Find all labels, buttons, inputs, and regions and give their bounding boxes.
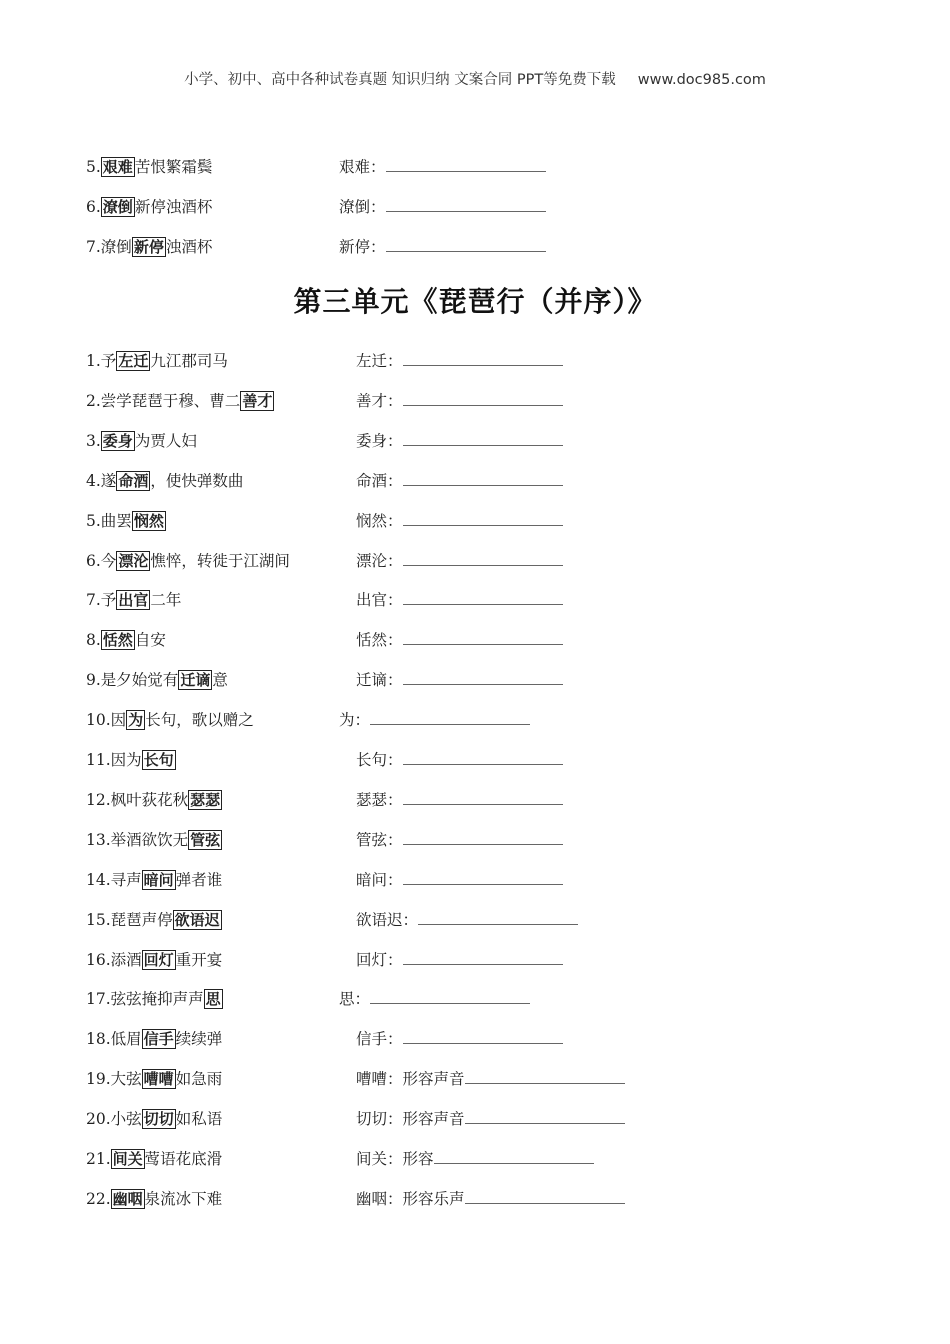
sentence-before: 小弦 <box>110 1110 142 1129</box>
answer-blank[interactable] <box>403 668 563 685</box>
answer-blank[interactable] <box>386 155 546 172</box>
exercise-item <box>86 908 886 932</box>
exercise-item <box>86 509 886 533</box>
sentence-before: 琵琶声停 <box>110 910 173 929</box>
exercise-item <box>86 1027 886 1051</box>
keyword-box: 瑟瑟 <box>190 790 221 809</box>
answer-area <box>356 429 563 453</box>
exercise-item <box>86 235 886 259</box>
answer-label: 出官： <box>356 591 403 610</box>
page-header <box>0 68 950 89</box>
item-number: 19. <box>86 1070 111 1089</box>
keyword-box: 出官 <box>118 591 149 610</box>
item-number: 13. <box>86 830 111 849</box>
answer-area <box>356 908 578 932</box>
keyword-box: 为 <box>128 711 144 730</box>
sentence-after: 泉流冰下难 <box>144 1189 223 1208</box>
exercise-question <box>86 908 222 932</box>
exercise-question <box>86 1187 222 1211</box>
answer-blank[interactable] <box>465 1107 625 1124</box>
item-number: 5. <box>86 158 101 176</box>
sentence-before: 因 <box>110 711 127 730</box>
exercise-item <box>86 1187 886 1211</box>
item-number: 12. <box>86 790 111 809</box>
answer-hint: 形容乐声 <box>402 1189 465 1208</box>
answer-hint: 形容声音 <box>402 1110 465 1129</box>
sentence-before: 寻声 <box>110 870 142 889</box>
answer-label: 欲语迟： <box>356 910 419 929</box>
item-number: 20. <box>86 1110 111 1129</box>
sentence-before: 添酒 <box>110 950 142 969</box>
answer-label: 悯然： <box>356 511 403 530</box>
exercise-question <box>86 469 243 493</box>
item-number: 17. <box>86 990 111 1009</box>
answer-blank[interactable] <box>386 235 546 252</box>
header-site: www.doc985.com <box>637 72 766 88</box>
item-number: 8. <box>86 631 101 650</box>
exercise-question <box>86 788 222 812</box>
sentence-after: 新停浊酒杯 <box>134 198 213 216</box>
answer-label: 切切： <box>356 1110 403 1129</box>
answer-label: 潦倒： <box>339 198 386 216</box>
header-text: 小学、初中、高中各种试卷真题 知识归纳 文案合同 PPT等免费下载 <box>184 72 616 88</box>
exercise-item <box>86 195 886 219</box>
sentence-after: 弹者谁 <box>175 870 223 889</box>
answer-hint: 形容声音 <box>402 1070 465 1089</box>
answer-label: 左迁： <box>356 352 403 370</box>
answer-area <box>339 235 546 259</box>
keyword-box: 新停 <box>133 238 164 256</box>
answer-blank[interactable] <box>434 1147 594 1164</box>
sentence-before: 今 <box>100 551 117 570</box>
keyword-box: 间关 <box>112 1150 143 1168</box>
answer-label: 幽咽： <box>356 1189 403 1208</box>
answer-area <box>356 788 563 812</box>
exercise-question <box>86 349 228 373</box>
answer-blank[interactable] <box>465 1187 625 1204</box>
keyword-box: 回灯 <box>143 950 174 969</box>
item-number: 15. <box>86 910 111 929</box>
answer-area <box>339 708 530 732</box>
sentence-after: 意 <box>212 671 228 690</box>
exercise-item <box>86 748 886 772</box>
item-number: 2. <box>86 391 101 410</box>
exercise-question <box>86 948 222 972</box>
keyword-box: 命酒 <box>118 471 149 490</box>
sentence-before: 因为 <box>110 751 142 769</box>
sentence-before: 举酒欲饮无 <box>110 830 189 849</box>
answer-label: 回灯： <box>356 950 403 969</box>
answer-label: 为： <box>339 711 371 730</box>
exercise-item <box>86 1107 886 1131</box>
item-number: 1. <box>86 352 101 370</box>
answer-blank[interactable] <box>403 469 563 486</box>
unit-title: 第三单元《琵琶行（并序）》 <box>293 285 657 318</box>
exercise-question <box>86 549 290 573</box>
answer-area <box>356 549 563 573</box>
sentence-before: 曲罢 <box>100 511 132 530</box>
exercise-item <box>86 389 886 413</box>
keyword-box: 欲语迟 <box>174 910 220 929</box>
answer-blank[interactable] <box>370 708 530 725</box>
answer-label: 暗问： <box>356 870 403 889</box>
item-number: 21. <box>86 1150 111 1168</box>
answer-blank[interactable] <box>370 987 530 1004</box>
sentence-after: 如私语 <box>175 1110 223 1129</box>
answer-area <box>339 987 530 1011</box>
answer-label: 迁谪： <box>356 671 403 690</box>
exercise-item <box>86 788 886 812</box>
answer-area <box>356 828 563 852</box>
keyword-box: 信手 <box>143 1030 174 1049</box>
answer-area <box>339 195 546 219</box>
sentence-after: 长句，歌以赠之 <box>145 711 254 730</box>
answer-area <box>356 1027 563 1051</box>
answer-blank[interactable] <box>403 389 563 406</box>
exercise-question <box>86 155 212 179</box>
item-number: 11. <box>86 751 111 769</box>
exercise-item <box>86 668 886 692</box>
exercise-item <box>86 469 886 493</box>
exercise-question <box>86 668 228 692</box>
sentence-after: 为贾人妇 <box>134 431 197 450</box>
answer-label: 间关： <box>356 1150 403 1168</box>
answer-label: 信手： <box>356 1030 403 1049</box>
answer-blank[interactable] <box>386 195 546 212</box>
answer-blank[interactable] <box>403 509 563 526</box>
sentence-before: 予 <box>100 591 117 610</box>
keyword-box: 潦倒 <box>102 198 133 216</box>
answer-blank[interactable] <box>403 748 563 765</box>
keyword-box: 漂沦 <box>118 551 149 570</box>
exercise-item <box>86 828 886 852</box>
exercise-question <box>86 748 176 772</box>
item-number: 6. <box>86 198 101 216</box>
item-number: 22. <box>86 1189 111 1208</box>
sentence-after: 如急雨 <box>175 1070 223 1089</box>
answer-area <box>356 469 563 493</box>
answer-label: 瑟瑟： <box>356 790 403 809</box>
keyword-box: 切切 <box>143 1110 174 1129</box>
exercise-item <box>86 708 886 732</box>
exercise-question <box>86 429 197 453</box>
keyword-box: 迁谪 <box>180 671 211 690</box>
exercise-question <box>86 588 181 612</box>
sentence-before: 遂 <box>100 471 117 490</box>
answer-blank[interactable] <box>403 948 563 965</box>
answer-blank[interactable] <box>403 788 563 805</box>
sentence-before: 低眉 <box>110 1030 142 1049</box>
exercise-question <box>86 987 223 1011</box>
answer-label: 委身： <box>356 431 403 450</box>
item-number: 16. <box>86 950 111 969</box>
exercise-item <box>86 349 886 373</box>
answer-area <box>356 588 563 612</box>
sentence-before: 予 <box>100 352 117 370</box>
exercise-question <box>86 1147 222 1171</box>
item-number: 6. <box>86 551 101 570</box>
exercise-question <box>86 828 222 852</box>
keyword-box: 管弦 <box>190 830 221 849</box>
exercise-item <box>86 549 886 573</box>
answer-label: 管弦： <box>356 830 403 849</box>
answer-area <box>356 1187 625 1211</box>
exercise-question <box>86 708 254 732</box>
answer-label: 长句： <box>356 751 403 769</box>
item-number: 4. <box>86 471 101 490</box>
sentence-after: 苦恨繁霜鬓 <box>134 158 213 176</box>
exercise-question <box>86 509 166 533</box>
sentence-before: 枫叶荻花秋 <box>110 790 189 809</box>
keyword-box: 善才 <box>242 391 273 410</box>
item-number: 14. <box>86 870 111 889</box>
answer-hint: 形容 <box>402 1150 434 1168</box>
exercise-item <box>86 155 886 179</box>
answer-area <box>356 628 563 652</box>
exercise-item <box>86 868 886 892</box>
answer-blank[interactable] <box>403 1027 563 1044</box>
answer-area <box>356 1067 625 1091</box>
answer-blank[interactable] <box>418 908 578 925</box>
exercise-question <box>86 868 222 892</box>
sentence-after: 憔悴，转徙于江湖间 <box>150 551 290 570</box>
exercise-item <box>86 1067 886 1091</box>
keyword-box: 长句 <box>143 751 174 769</box>
answer-area <box>356 748 563 772</box>
sentence-before: 尝学琵琶于穆、曹二 <box>100 391 241 410</box>
exercise-item <box>86 588 886 612</box>
sentence-after: 续续弹 <box>175 1030 223 1049</box>
sentence-after: 九江郡司马 <box>150 352 228 370</box>
answer-area <box>356 1147 594 1171</box>
sentence-after: 自安 <box>134 631 166 650</box>
exercise-question <box>86 195 212 219</box>
item-number: 7. <box>86 591 101 610</box>
exercise-question <box>86 1027 222 1051</box>
item-number: 18. <box>86 1030 111 1049</box>
answer-area <box>356 349 563 373</box>
exercise-item <box>86 948 886 972</box>
exercise-question <box>86 1067 222 1091</box>
item-number: 5. <box>86 511 101 530</box>
answer-area <box>356 868 563 892</box>
keyword-box: 艰难 <box>102 158 133 176</box>
sentence-after: 重开宴 <box>175 950 223 969</box>
exercise-item <box>86 987 886 1011</box>
exercise-question <box>86 389 274 413</box>
sentence-after: ，使快弹数曲 <box>150 471 244 490</box>
item-number: 10. <box>86 711 111 730</box>
exercise-item <box>86 1147 886 1171</box>
answer-label: 新停： <box>339 238 386 256</box>
answer-label: 恬然： <box>356 631 403 650</box>
exercise-item <box>86 628 886 652</box>
answer-blank[interactable] <box>403 588 563 605</box>
keyword-box: 左迁 <box>118 352 149 370</box>
answer-label: 艰难： <box>339 158 386 176</box>
answer-blank[interactable] <box>403 429 563 446</box>
keyword-box: 悯然 <box>133 511 164 530</box>
answer-label: 漂沦： <box>356 551 403 570</box>
answer-blank[interactable] <box>403 549 563 566</box>
sentence-before: 大弦 <box>110 1070 142 1089</box>
sentence-before: 潦倒 <box>100 238 132 256</box>
answer-blank[interactable] <box>403 828 563 845</box>
item-number: 3. <box>86 431 101 450</box>
keyword-box: 恬然 <box>102 631 133 650</box>
exercise-item <box>86 429 886 453</box>
exercise-question <box>86 1107 222 1131</box>
answer-area <box>356 389 563 413</box>
answer-blank[interactable] <box>403 349 563 366</box>
answer-area <box>356 948 563 972</box>
answer-label: 命酒： <box>356 471 403 490</box>
sentence-after: 莺语花底滑 <box>144 1150 223 1168</box>
keyword-box: 委身 <box>102 431 133 450</box>
answer-label: 善才： <box>356 391 403 410</box>
answer-area <box>356 668 563 692</box>
answer-label: 思： <box>339 990 371 1009</box>
keyword-box: 思 <box>205 990 221 1009</box>
exercise-question <box>86 235 212 259</box>
answer-blank[interactable] <box>465 1067 625 1084</box>
item-number: 9. <box>86 671 101 690</box>
keyword-box: 幽咽 <box>112 1189 143 1208</box>
keyword-box: 暗问 <box>143 870 174 889</box>
answer-blank[interactable] <box>403 868 563 885</box>
exercise-question <box>86 628 166 652</box>
answer-area <box>356 509 563 533</box>
sentence-after: 二年 <box>150 591 182 610</box>
sentence-before: 弦弦掩抑声声 <box>110 990 204 1009</box>
answer-area <box>339 155 546 179</box>
item-number: 7. <box>86 238 101 256</box>
answer-label: 嘈嘈： <box>356 1070 403 1089</box>
sentence-before: 是夕始觉有 <box>100 671 179 690</box>
keyword-box: 嘈嘈 <box>143 1070 174 1089</box>
sentence-after: 浊酒杯 <box>165 238 213 256</box>
answer-blank[interactable] <box>403 628 563 645</box>
answer-area <box>356 1107 625 1131</box>
